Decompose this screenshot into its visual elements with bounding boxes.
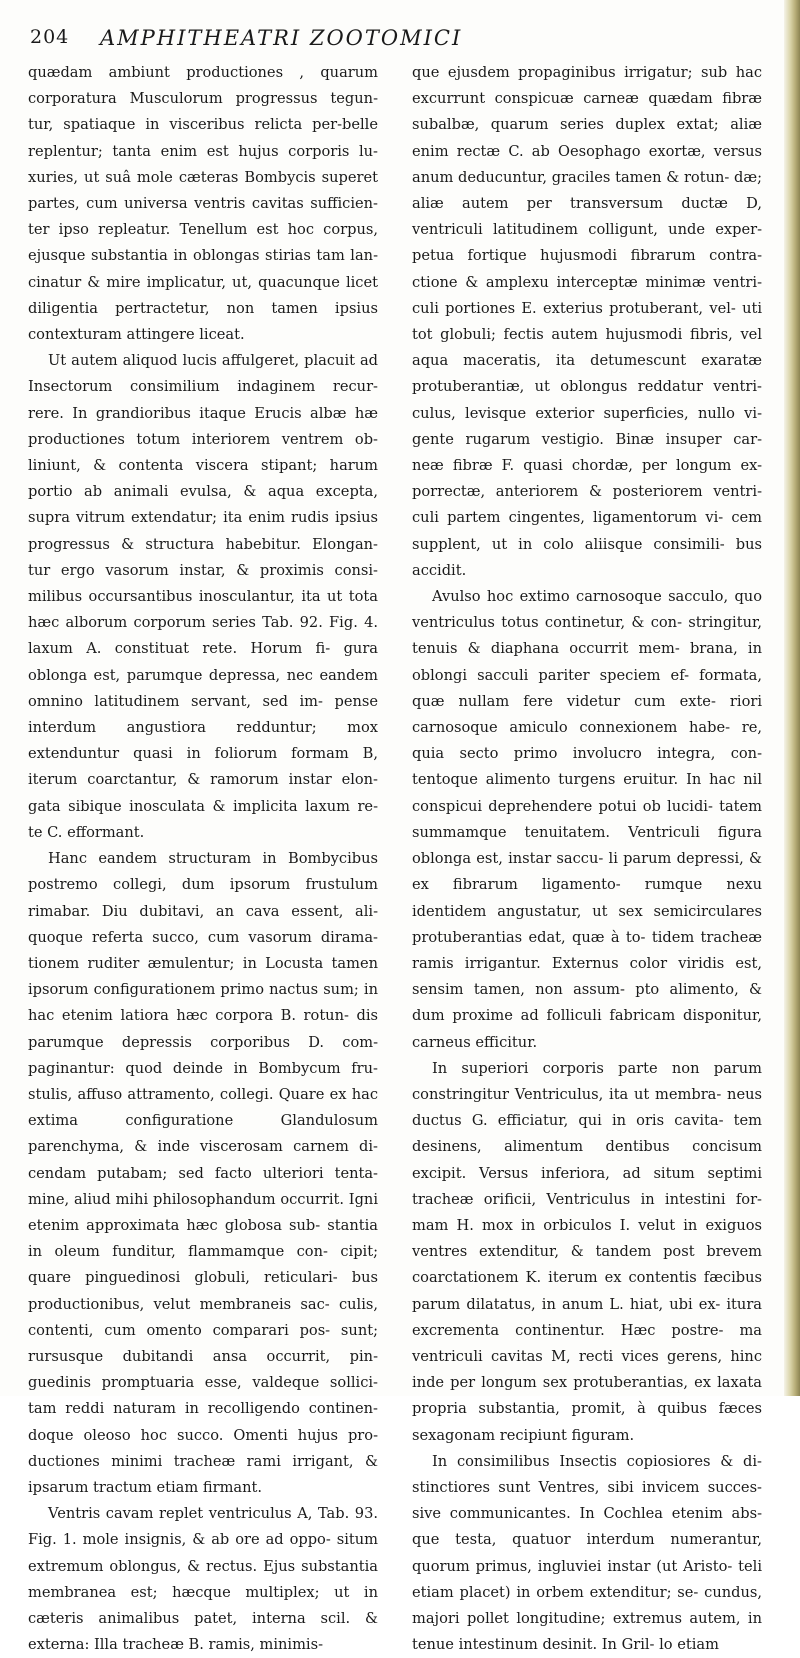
paragraph: Hanc eandem structuram in Bombycibus postremo collegi, dum ipsorum frustulum rimabar. Diu dubitavi, an cava essent, ali- quoque referta succo, cum vasorum dirama- tionem ruditer æmulentur; in Locusta tamen ipsorum configurationem primo nactus sum; in hac etenim latiora hæc corpora B. rotun- dis parumque depressis corporibus D. com- paginantur: quod deinde in Bombycum fru- stulis, affuso attramento, collegi. Quare ex hac extima configuratione Glandulosum parenchyma, & inde viscerosam carnem di- cendam putabam; sed facto ulteriori tenta- mine, aliud mihi philosophandum occurrit. Igni etenim approximata hæc globosa sub- stantia in oleum funditur, flammamque con- cipit; quare pinguedinosi globuli, reticulari- bus productionibus, velut membraneis sac- culis, contenti, cum omento comparari pos- sunt; rursusque dubitandi ansa occurrit, pin- guedinis promptuaria esse, valdeque sollici- tam reddi naturam in recolligendo continen- doque oleoso hoc succo. Omenti hujus pro- ductiones minimi tracheæ rami irrigant, & ipsarum tractum etiam firmant.: [28, 850, 378, 1496]
paragraph: In consimilibus Insectis copiosiores & di- stinctiores sunt Ventres, sibi invicem succes- sive communicantes. In Cochlea etenim abs- que testa, quatuor interdum numerantur, quorum primus, ingluviei instar (ut Aristo- teli etiam placet) in orbem extenditur; se- cundus, majori pollet longitudine; extremus autem, in tenue intestinum desinit. In Gril- lo etiam: [412, 1452, 762, 1654]
paragraph: In superiori corporis parte non parum constringitur Ventriculus, ita ut membra- neus ductus G. efficiatur, qui in oris cavita- tem desinens, alimentum dentibus concisum excipit. Versus inferiora, ad situm septimi tracheæ orificii, Ventriculus in intestini for- mam H. mox in orbiculos I. velut in exiguos ventres extenditur, & tandem post brevem coarctationem K. iterum ex contentis fæcibus parum dilatatus, in anum L. hiat, ubi ex- itura excrementa continentur. Hæc postre- ma ventriculi cavitas M, recti vices gerens, hinc inde per longum sex protuberantias, ex laxata propria substantia, promit, à quibus fæces sexagonam recipiunt figuram.: [412, 1059, 762, 1444]
page-number: 204: [30, 26, 70, 48]
paragraph: Ut autem aliquod lucis affulgeret, placuit ad Insectorum consimilium indaginem recur- rere. In grandioribus itaque Erucis albæ hæ productiones totum interiorem ventrem ob- liniunt, & contenta viscera stipant; harum portio ab animali evulsa, & aqua excepta, supra vitrum extendatur; ita enim rudis ipsius progressus & structura habebitur. Elongan- tur ergo vasorum instar, & proximis consi- milibus occursantibus inosculantur, ita ut tota hæc alborum corporum series Tab. 92. Fig. 4. laxum A. constituat rete. Horum fi- gura oblonga est, parumque depressa, nec eandem omnino latitudinem servant, sed im- pense interdum angustiora redduntur; mox extenduntur quasi in foliorum formam B, iterum coarctantur, & ramorum instar elon- gata sibique inosculata & implicita laxum re- te C. efformant.: [28, 352, 378, 841]
running-head: AMPHITHEATRI ZOOTOMICI: [100, 26, 463, 50]
paragraph: que ejusdem propaginibus irrigatur; sub hac excurrunt conspicuæ carneæ quædam fibræ subalbæ, quarum series duplex extat; aliæ enim rectæ C. ab Oesophago exortæ, versus anum deducuntur, graciles tamen & rotun- dæ; aliæ autem per transversum ductæ D, ventriculi latitudinem colligunt, unde exper- petua fortique hujusmodi fibrarum contra- ctione & amplexu interceptæ minimæ ventri- culi portiones E. exterius protuberant, vel- uti tot globuli; fectis autem hujusmodi fibris, vel aqua maceratis, ita detumescunt exaratæ protuberantiæ, ut oblongus reddatur ventri- culus, levisque exterior superficies, nullo vi- gente rugarum vestigio. Binæ insuper car- neæ fibræ F. quasi chordæ, per longum ex- porrectæ, anteriorem & posteriorem ventri- culi partem cingentes, ligamentorum vi- cem supplent, ut in colo aliisque consimili- bus accidit.: [412, 64, 762, 579]
page-header: [30, 26, 770, 56]
paragraph: Ventris cavam replet ventriculus A, Tab. 93. Fig. 1. mole insignis, & ab ore ad oppo- situm extremum oblongus, & rectus. Ejus substantia membranea est; hæcque multiplex; ut in cæteris animalibus patet, interna scil. & externa: Illa tracheæ B. ramis, minimis-: [28, 1505, 378, 1654]
paragraph: Avulso hoc extimo carnosoque sacculo, quo ventriculus totus continetur, & con- stringitur, tenuis & diaphana occurrit mem- brana, in oblongi sacculi pariter speciem ef- formata, quæ nullam fere videtur cum exte- riori carnosoque amiculo connexionem habe- re, quia secto primo involucro integra, con- tentoque alimento turgens eruitur. In hac nil conspicui deprehendere potui ob lucidi- tatem summamque tenuitatem. Ventriculi figura oblonga est, instar saccu- li parum depressi, & ex fibrarum ligamento- rumque nexu identidem angustatur, ut sex semicirculares protuberantias edat, quæ à to- tidem tracheæ ramis irrigantur. Externus color viridis est, sensim tamen, non assum- pto alimento, & dum proxime ad folliculi fabricam disponitur, carneus efficitur.: [412, 588, 762, 1051]
page-edge-shadow: [784, 0, 800, 1396]
paragraph: quædam ambiunt productiones , quarum corporatura Musculorum progressus tegun- tur, spatiaque in visceribus relicta per-belle replentur; tanta enim est hujus corporis lu- xuries, ut suâ mole cæteras Bombycis superet partes, cum universa ventris cavitas sufficien- ter ipso repleatur. Tenellum est hoc corpus, ejusque substantia in oblongas stirias tam lan- cinatur & mire implicatur, ut, quacunque licet diligentia pertractetur, non tamen ipsius contexturam attingere liceat.: [28, 64, 378, 344]
right-column: [412, 60, 762, 1658]
left-column: [28, 60, 378, 1658]
